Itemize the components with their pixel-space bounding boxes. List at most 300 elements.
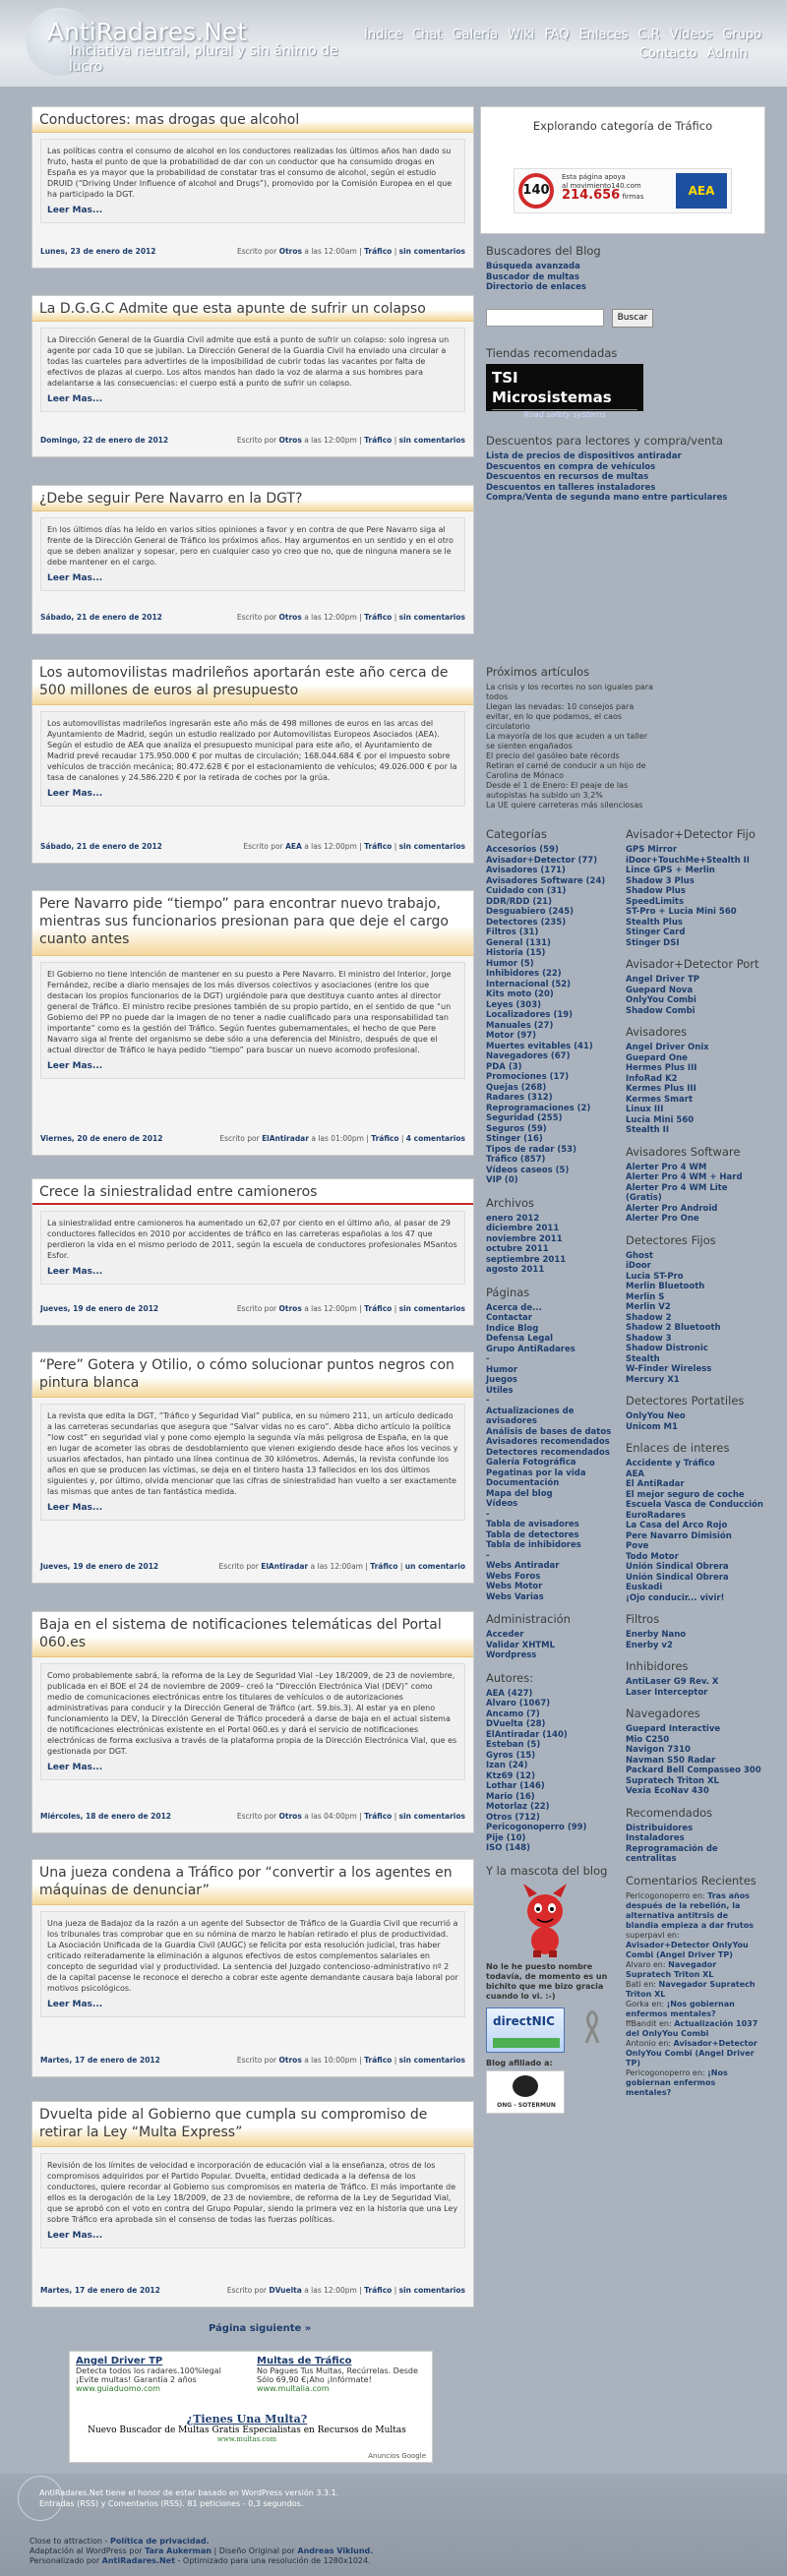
category-link[interactable]: Promociones (17) [486, 1072, 570, 1082]
author-link[interactable]: Mario (16) [486, 1791, 535, 1802]
post [31, 659, 474, 864]
post-title[interactable]: Conductores: mas drogas que alcohol [32, 107, 473, 133]
product-link[interactable]: Alerter Pro Android [626, 1203, 718, 1214]
author-link[interactable]: Ancamo (7) [486, 1708, 540, 1719]
comment-post-link[interactable]: Tras años después de la rebelión, la alternativa antitrsis de blandia empieza a dar frutos [626, 1890, 754, 1930]
credit-link[interactable]: AntiRadares.Net [101, 2556, 175, 2565]
product-link[interactable]: Stinger Card [626, 928, 686, 937]
page-link[interactable]: Humor [486, 1364, 518, 1375]
section-title: Enlaces de interes [626, 1441, 730, 1455]
product-link[interactable]: InfoRad K2 [626, 1073, 678, 1084]
category-link[interactable]: Inhibidores (22) [486, 969, 562, 979]
section-title: Y la mascota del blog [486, 1863, 608, 1878]
product-link[interactable]: Navman S50 Radar [626, 1755, 716, 1766]
category-link[interactable]: Reprogramaciones (2) [486, 1103, 591, 1113]
page-separator: - [486, 1354, 490, 1364]
category-link[interactable]: Tipos de radar (53) [486, 1144, 576, 1155]
page-link[interactable]: Tabla de inhibidores [486, 1540, 581, 1550]
post-title[interactable]: Una jueza condena a Tráfico por “convertir a los agentes en máquinas de denunciar” [32, 1860, 473, 1905]
category-link[interactable]: Accesorios (59) [486, 845, 559, 855]
ad-url[interactable]: www.multalia.com [257, 2384, 330, 2393]
credit-link[interactable]: Tara Aukerman [145, 2546, 212, 2555]
page-link[interactable]: Pegatinas por la vida [486, 1468, 586, 1478]
post-comments[interactable]: sin comentarios [398, 842, 465, 851]
product-link[interactable]: iDoor+TouchMe+Stealth II [626, 855, 750, 866]
author-link[interactable]: Esteban (5) [486, 1740, 541, 1750]
category-link[interactable]: Quejas (268) [486, 1082, 547, 1093]
nav-cr[interactable]: C.R [637, 28, 660, 42]
post-category[interactable]: Tráfico [370, 1562, 398, 1571]
post-category[interactable]: Tráfico [364, 613, 393, 622]
product-link[interactable]: Guepard Nova [626, 985, 694, 995]
post-author[interactable]: Otros [278, 247, 302, 256]
read-more-link[interactable]: Leer Mas... [47, 394, 103, 404]
product-link[interactable]: SpeedLimits [626, 896, 685, 907]
page-link[interactable]: Webs Antiradar [486, 1561, 560, 1571]
post-category[interactable]: Tráfico [364, 2286, 393, 2295]
product-link[interactable]: Vexia EcoNav 430 [626, 1786, 709, 1796]
post-date: Sábado, 21 de enero de 2012 [40, 613, 162, 622]
ad-title[interactable]: Multas de Tráfico [257, 2356, 352, 2366]
written-by-label: Escrito por [243, 842, 283, 851]
page-link[interactable]: Defensa Legal [486, 1334, 554, 1344]
comment-post-link[interactable]: Avisador+Detector OnlyYou Combi (Angel Driver TP) [626, 2038, 757, 2067]
page-link[interactable]: Detectores recomendados [486, 1447, 610, 1458]
credit-text: Close to attraction - [30, 2537, 108, 2546]
product-link[interactable]: GPS Mirror [626, 845, 678, 855]
nav-faq[interactable]: FAQ [544, 28, 570, 42]
product-link[interactable]: iDoor [626, 1261, 651, 1271]
credit-text: Adaptación al WordPress por [30, 2546, 143, 2555]
product-link[interactable]: Shadow Combi [626, 1005, 696, 1016]
post-category[interactable]: Tráfico [364, 2056, 393, 2065]
category-link[interactable]: Avisadores (171) [486, 866, 566, 875]
comment-post-link[interactable]: Avisador+Detector OnlyYou Combi (Angel Driver TP) [626, 1940, 749, 1959]
product-link[interactable]: Lucia ST-Pro [626, 1271, 684, 1282]
post-author[interactable]: Otros [278, 1304, 302, 1313]
category-link[interactable]: General (131) [486, 937, 551, 948]
comment-post-link[interactable]: Navegador Supratech Triton XL [626, 1959, 717, 1979]
category-link[interactable]: Seguridad (255) [486, 1113, 563, 1123]
category-link[interactable]: Navegadores (67) [486, 1051, 571, 1061]
nav-wiki[interactable]: Wiki [508, 28, 535, 42]
comment-author: ffBandit en: [626, 2018, 672, 2028]
nav-indice[interactable]: Índice [364, 28, 403, 42]
interest-link[interactable]: ¡Ojo conducir... vivir! [626, 1592, 725, 1603]
category-link[interactable]: Leyes (303) [486, 999, 542, 1010]
product-link[interactable]: Shadow Distronic [626, 1344, 708, 1353]
product-link[interactable]: Lucia Mini 560 [626, 1114, 695, 1125]
product-link[interactable]: Merlin Bluetooth [626, 1282, 705, 1291]
upcoming-item: El precio del gasóleo bate récords [486, 751, 620, 760]
next-page-link[interactable]: Página siguiente » [209, 2323, 312, 2334]
author-link[interactable]: Pije (10) [486, 1832, 526, 1843]
category-link[interactable]: Historia (15) [486, 948, 546, 958]
page-link[interactable]: Avisadores recomendados [486, 1437, 610, 1447]
product-link[interactable]: Shadow Plus [626, 886, 686, 896]
interest-link[interactable]: Pere Navarro Dimisión [626, 1530, 732, 1541]
author-link[interactable]: ElAntiradar (140) [486, 1729, 568, 1740]
section-title: Detectores Fijos [626, 1232, 716, 1247]
product-link[interactable]: Lince GPS + Merlin [626, 866, 715, 875]
upcoming-item: La crisis y los recortes no son iguales para todos [486, 683, 653, 701]
category-link[interactable]: Cuidado con (31) [486, 886, 567, 896]
product-link[interactable]: Alerter Pro 4 WM + Hard [626, 1172, 743, 1182]
privacy-link[interactable]: Política de privacidad. [109, 2537, 210, 2546]
product-link[interactable]: Merlin S [626, 1291, 665, 1302]
post-title[interactable]: ¿Debe seguir Pere Navarro en la DGT? [32, 486, 473, 511]
product-link[interactable]: Alerter Pro 4 WM [626, 1162, 707, 1172]
sidebar-link[interactable]: Descuentos en talleres instaladores [486, 482, 656, 493]
product-link[interactable]: Angel Driver Onix [626, 1043, 709, 1052]
interest-link[interactable]: Pove [626, 1541, 649, 1551]
interest-link[interactable]: AEA [626, 1468, 644, 1479]
directnic-badge[interactable] [486, 2007, 565, 2053]
affiliate-label: Blog afiliado a: [486, 2058, 553, 2067]
post-title[interactable]: Crece la siniestralidad entre camioneros [32, 1179, 473, 1205]
written-by-label: Escrito por [236, 1304, 277, 1313]
post-comments[interactable]: sin comentarios [398, 1304, 465, 1313]
post-author[interactable]: DVuelta [269, 2286, 302, 2295]
post-body [40, 962, 465, 1079]
category-link[interactable]: Localizadores (19) [486, 1010, 574, 1020]
written-by-label: Escrito por [236, 436, 277, 445]
post-comments[interactable]: sin comentarios [398, 1812, 465, 1821]
post-author[interactable]: Otros [278, 436, 302, 445]
comment-author: Pericogonoperro en: [626, 2067, 705, 2077]
post-comments[interactable]: sin comentarios [398, 436, 465, 445]
recommended-link[interactable]: Distribuidores [626, 1823, 694, 1833]
page-link[interactable]: Tabla de avisadores [486, 1520, 579, 1529]
author-link[interactable]: Ktz69 (12) [486, 1770, 535, 1781]
product-link[interactable]: OnlyYou Neo [626, 1411, 686, 1421]
nav-admin[interactable]: Admin [706, 46, 748, 61]
post-author[interactable]: AEA [285, 842, 302, 851]
admin-link[interactable]: Wordpress [486, 1650, 537, 1660]
product-link[interactable]: Alerter Pro 4 WM Lite (Gratis) [626, 1182, 728, 1203]
interest-link[interactable]: Todo Motor [626, 1551, 679, 1562]
page-link[interactable]: Tabla de detectores [486, 1529, 579, 1540]
product-link[interactable]: Ghost [626, 1250, 653, 1261]
author-link[interactable]: Pericogonoperro (99) [486, 1823, 587, 1832]
ads-by-google[interactable]: Anuncios Google [368, 2452, 426, 2460]
page-link[interactable]: Grupo AntiRadares [486, 1344, 575, 1354]
search-input[interactable] [486, 309, 604, 327]
section-title: Archivos [486, 1195, 534, 1210]
post-comments[interactable]: 4 comentarios [405, 1134, 465, 1143]
section-title: Administración [486, 1612, 571, 1626]
interest-link[interactable]: La Casa del Arco Rojo [626, 1521, 728, 1530]
right-sidebar-column [626, 827, 763, 2098]
post-category[interactable]: Tráfico [364, 1812, 393, 1821]
search-button[interactable]: Buscar [612, 309, 653, 328]
read-more-link[interactable]: Leer Mas... [47, 2231, 103, 2241]
interest-link[interactable]: Unión Sindical Obrera [626, 1562, 729, 1572]
product-link[interactable]: Merlin V2 [626, 1302, 671, 1312]
category-link[interactable]: PDA (3) [486, 1061, 522, 1072]
admin-link[interactable]: Validar XHTML [486, 1640, 555, 1650]
ad-unit[interactable] [70, 2413, 424, 2443]
tsi-banner[interactable] [486, 364, 643, 419]
exploring-category: Explorando categoría de Tráfico [532, 119, 713, 133]
post-title[interactable]: Los automovilistas madrileños aportarán este año cerca de 500 millones de euros al presupuesto [32, 660, 473, 705]
sidebar-link[interactable]: Descuentos en compra de vehículos [486, 461, 656, 472]
post-meta: Martes, 17 de enero de 2012 Escrito por Otros a las 10:00pm | Tráfico | sin comentarios [40, 2056, 465, 2065]
recent-comment [626, 1931, 763, 1960]
product-link[interactable]: Stealth II [626, 1125, 669, 1135]
page-link[interactable]: Webs Varias [486, 1591, 544, 1602]
interest-link[interactable]: El mejor seguro de coche [626, 1489, 745, 1500]
product-link[interactable]: Linux III [626, 1105, 664, 1114]
category-link[interactable]: DDR/RDD (21) [486, 896, 552, 907]
category-link[interactable]: Seguros (59) [486, 1123, 547, 1134]
written-by-label: Escrito por [218, 1562, 259, 1571]
category-link[interactable]: Detectores (235) [486, 917, 567, 928]
upcoming-item: Desde el 1 de Enero: El peaje de las autopistas ha subido un 3,2% [486, 781, 629, 800]
read-more-link[interactable]: Leer Mas... [47, 1061, 103, 1071]
product-link[interactable]: Stealth [626, 1353, 660, 1364]
speed-limit-sign-icon: 140 [518, 173, 554, 209]
post-category[interactable]: Tráfico [364, 247, 393, 256]
archive-link[interactable]: enero 2012 [486, 1213, 540, 1224]
post-author[interactable]: Otros [278, 1812, 302, 1821]
archive-link[interactable]: diciembre 2011 [486, 1224, 560, 1233]
ad-url[interactable]: www.multas.com [216, 2435, 277, 2443]
product-link[interactable]: Stealth Plus [626, 917, 683, 928]
comment-post-link[interactable]: ¡Nos gobiernan enfermos mentales? [626, 2067, 728, 2097]
author-link[interactable]: Alvaro (1067) [486, 1699, 551, 1708]
category-link[interactable]: Avisador+Detector (77) [486, 855, 598, 866]
sidebar-link[interactable]: Compra/Venta de segunda mano entre particulares [486, 493, 728, 503]
product-link[interactable]: Kermes Smart [626, 1094, 694, 1105]
recommended-link[interactable]: Reprogramación de centralitas [626, 1843, 718, 1864]
petition-text [562, 173, 643, 202]
top-nav [354, 26, 762, 63]
author-link[interactable]: DVuelta (28) [486, 1719, 546, 1729]
post-category[interactable]: Tráfico [364, 842, 393, 851]
page-link[interactable]: Juegos [486, 1375, 517, 1385]
interest-link[interactable]: EuroRadares [626, 1510, 687, 1521]
page-link[interactable]: Webs Foros [486, 1571, 541, 1582]
written-by-label: Escrito por [219, 1134, 260, 1143]
category-link[interactable]: Desguabiero (245) [486, 907, 575, 917]
category-link[interactable]: Motor (97) [486, 1031, 536, 1041]
ad-unit[interactable] [257, 2356, 424, 2393]
category-link[interactable]: Tráfico (857) [486, 1155, 546, 1165]
product-link[interactable]: Angel Driver TP [626, 975, 699, 985]
page-link[interactable]: Vídeos [486, 1499, 518, 1509]
category-link[interactable]: Radares (312) [486, 1093, 553, 1103]
footer-info [39, 2487, 338, 2509]
category-link[interactable]: Manuales (27) [486, 1020, 554, 1031]
post-body [40, 1211, 465, 1285]
post [31, 1351, 474, 1584]
sidebar-link[interactable]: Lista de precios de dispositivos antiradar [486, 451, 682, 461]
read-more-link[interactable]: Leer Mas... [47, 573, 103, 583]
nav-chat[interactable]: Chat [412, 28, 443, 42]
comment-post-link[interactable]: Actualización 1037 del OnlyYou Combi [626, 2018, 758, 2038]
product-link[interactable]: Laser Interceptor [626, 1687, 708, 1698]
comment-author: Antonio en: [626, 2038, 671, 2048]
post-author[interactable]: Otros [278, 2056, 302, 2065]
site-title[interactable]: AntiRadares.Net [47, 18, 247, 46]
author-link[interactable]: Gyros (15) [486, 1750, 536, 1761]
post-comments[interactable]: sin comentarios [398, 2286, 465, 2295]
upcoming-item: La mayoría de los que acuden a un taller se sienten engañados [486, 732, 647, 750]
post-title[interactable]: La D.G.G.C Admite que esta apunte de sufrir un colapso [32, 296, 473, 322]
post-body [40, 517, 465, 591]
category-link[interactable]: Kits moto (20) [486, 989, 554, 999]
product-link[interactable]: Packard Bell Compasseo 300 [626, 1766, 761, 1775]
read-more-link[interactable]: Leer Mas... [47, 1763, 103, 1772]
comment-post-link[interactable]: ¡Nos gobiernan enfermos mentales? [626, 1999, 735, 2018]
archive-link[interactable]: agosto 2011 [486, 1265, 545, 1275]
post-date: Martes, 17 de enero de 2012 [40, 2056, 160, 2065]
page-link[interactable]: Actualizaciones de avisadores [486, 1406, 575, 1426]
recent-comment [626, 1980, 763, 2000]
petition-count: 214.656 [562, 188, 621, 203]
nav-grupo[interactable]: Grupo [722, 28, 762, 42]
post-title[interactable]: “Pere” Gotera y Otilio, o cómo solucionar puntos negros con pintura blanca [32, 1352, 473, 1398]
post-author[interactable]: Otros [278, 613, 302, 622]
ad-title[interactable]: ¿Tienes Una Multa? [186, 2413, 308, 2426]
category-link[interactable]: Humor (5) [486, 958, 534, 969]
author-link[interactable]: Izan (24) [486, 1761, 528, 1770]
interest-link[interactable]: El AntiRadar [626, 1479, 685, 1489]
read-more-link[interactable]: Leer Mas... [47, 2000, 103, 2009]
category-link[interactable]: Internacional (52) [486, 979, 572, 989]
post-title[interactable]: Baja en el sistema de notificaciones telemáticas del Portal 060.es [32, 1612, 473, 1657]
page-link[interactable]: Mapa del blog [486, 1488, 553, 1499]
post-category[interactable]: Tráfico [364, 436, 393, 445]
post-category[interactable]: Tráfico [364, 1304, 393, 1313]
product-link[interactable]: Enerby Nano [626, 1630, 687, 1640]
archive-link[interactable]: septiembre 2011 [486, 1254, 567, 1265]
ad-unit[interactable] [76, 2356, 243, 2393]
nav-enlaces[interactable]: Enlaces [578, 28, 629, 42]
post-title[interactable]: Dvuelta pide al Gobierno que cumpla su compromiso de retirar la Ley “Multa Express” [32, 2102, 473, 2147]
credit-text: - Optimizado para una resolución de 1280x1024. [177, 2556, 371, 2565]
google-ads-block [69, 2351, 433, 2463]
post-comments[interactable]: sin comentarios [398, 247, 465, 256]
post-author[interactable]: ElAntiradar [262, 1134, 309, 1143]
page-link[interactable]: Webs Motor [486, 1582, 543, 1591]
sidebar-link[interactable]: Búsqueda avanzada [486, 262, 580, 271]
ad-title[interactable]: Angel Driver TP [76, 2356, 163, 2366]
product-link[interactable]: Guepard One [626, 1052, 688, 1063]
post-title[interactable]: Pere Navarro pide “tiempo” para encontrar nuevo trabajo, mientras sus funcionarios presionan para que deje el cargo cuanto antes [32, 891, 473, 956]
category-link[interactable]: Filtros (31) [486, 928, 539, 937]
post-comments[interactable]: sin comentarios [398, 613, 465, 622]
product-link[interactable]: Supratech Triton XL [626, 1775, 719, 1786]
page-link[interactable]: Contactar [486, 1313, 532, 1323]
petition-line-2: al movimiento140.com [562, 182, 641, 190]
product-link[interactable]: Guepard Interactive [626, 1724, 721, 1734]
interest-link[interactable]: Unión Sindical Obrera Euskadi [626, 1572, 729, 1592]
product-link[interactable]: Shadow 3 Plus [626, 875, 695, 886]
sidebar-link[interactable]: Descuentos en recursos de multas [486, 472, 649, 482]
admin-link[interactable]: Acceder [486, 1630, 524, 1640]
comment-post-link[interactable]: Navegador Supratech Triton XL [626, 1979, 756, 1999]
post-body [40, 1404, 465, 1521]
ad-text: Nuevo Buscador de Multas Gratis Especialistas en Recursos de Multas [88, 2426, 406, 2435]
recommended-link[interactable]: Instaladores [626, 1833, 685, 1843]
product-link[interactable]: Hermes Plus III [626, 1063, 697, 1073]
page-separator: - [486, 1509, 490, 1520]
category-link[interactable]: Vídeos caseos (5) [486, 1165, 570, 1175]
page-separator: - [486, 1550, 490, 1561]
read-more-link[interactable]: Leer Mas... [47, 789, 103, 799]
product-link[interactable]: Alerter Pro One [626, 1214, 699, 1224]
product-link[interactable]: Kermes Plus III [626, 1084, 696, 1094]
product-link[interactable]: Shadow 2 [626, 1312, 672, 1323]
read-more-link[interactable]: Leer Mas... [47, 1503, 103, 1513]
read-more-link[interactable]: Leer Mas... [47, 1267, 103, 1277]
category-link[interactable]: Muertes evitables (41) [486, 1041, 593, 1051]
product-link[interactable]: Unicom M1 [626, 1421, 678, 1432]
interest-link[interactable]: Escuela Vasca de Conducción [626, 1500, 763, 1510]
author-link[interactable]: Otros (712) [486, 1812, 540, 1823]
author-link[interactable]: Lothar (146) [486, 1781, 545, 1791]
product-link[interactable]: Enerby v2 [626, 1640, 673, 1650]
archive-link[interactable]: noviembre 2011 [486, 1233, 563, 1244]
page-link[interactable]: Galería Fotográfica [486, 1458, 576, 1468]
product-link[interactable]: W-Finder Wireless [626, 1364, 712, 1374]
page-link[interactable]: Utiles [486, 1385, 514, 1396]
post-category[interactable]: Tráfico [371, 1134, 399, 1143]
nav-contacto[interactable]: Contacto [639, 46, 697, 61]
post-comments[interactable]: un comentario [404, 1562, 465, 1571]
product-link[interactable]: AntiLaser G9 Rev. X [626, 1677, 719, 1687]
product-link[interactable]: Shadow 3 [626, 1333, 672, 1344]
product-link[interactable]: ST-Pro + Lucia Mini 560 [626, 907, 737, 917]
page-link[interactable]: Indice Blog [486, 1323, 539, 1334]
post-author[interactable]: ElAntiradar [261, 1562, 309, 1571]
recent-comment [626, 2039, 763, 2068]
category-link[interactable]: Stinger (16) [486, 1134, 543, 1144]
post-comments[interactable]: sin comentarios [398, 2056, 465, 2065]
sidebar-link[interactable]: Directorio de enlaces [486, 282, 586, 292]
product-link[interactable]: Mio C250 [626, 1734, 670, 1745]
author-link[interactable]: ISO (148) [486, 1843, 530, 1853]
category-link[interactable]: Avisadores Software (24) [486, 875, 606, 886]
post-text: La revista que edita la DGT, “Tráfico y Seguridad Vial” publica, en su número 211, un artículo dedicado a las carreteras secundarias que asegura que “Salvar vidas no es caro”. Abba dicho artículo la política “low cost” en seguridad vial y pone como ejemplo la segunda vía más peligrosa de España, en la que en lugar de acometer las obras de desdoblamiento que vienen exigiendo desde hace años los vecinos y usuarios afectados, han pintado una línea continua de 30 kilómetros. Además, la revista confunde los años en que se producen las víctimas, se deja en el tintero hasta 13 fallecidos en los dos últimos siguientes y, por último, olvida mencionar que las cifras de siniestralidad han vuelto a ser exactamente las mismas que antes de tan fantástica medida. [47, 1411, 458, 1496]
product-link[interactable]: Mercury X1 [626, 1374, 680, 1385]
product-link[interactable]: Shadow 2 Bluetooth [626, 1323, 721, 1333]
category-link[interactable]: VIP (0) [486, 1175, 518, 1185]
nav-videos[interactable]: Vídeos [669, 28, 713, 42]
petition-banner[interactable] [514, 168, 732, 213]
credit-link[interactable]: Andreas Viklund. [297, 2546, 374, 2555]
product-link[interactable]: OnlyYou Combi [626, 995, 696, 1005]
author-link[interactable]: AEA (427) [486, 1688, 533, 1699]
product-link[interactable]: Navigon 7310 [626, 1745, 691, 1755]
interest-link[interactable]: Accidente y Tráfico [626, 1459, 715, 1468]
sidebar-link[interactable]: Buscador de multas [486, 271, 579, 282]
author-link[interactable]: Motorlaz (22) [486, 1802, 550, 1812]
ad-url[interactable]: www.guiaduomo.com [76, 2384, 160, 2393]
page-link[interactable]: Acerca de... [486, 1302, 542, 1313]
page-link[interactable]: Análisis de bases de datos [486, 1426, 612, 1437]
post-meta: Domingo, 22 de enero de 2012 Escrito por Otros a las 12:00pm | Tráfico | sin comentarios [40, 436, 465, 445]
tsi-subtitle: Road safety systems [492, 409, 637, 419]
archive-link[interactable]: octubre 2011 [486, 1244, 549, 1254]
nav-galeria[interactable]: Galería [452, 28, 499, 42]
ong-sotermun-logo[interactable] [486, 2070, 565, 2114]
page-link[interactable]: Documentación [486, 1478, 560, 1488]
read-more-link[interactable]: Leer Mas... [47, 206, 103, 215]
product-link[interactable]: Stinger DSI [626, 937, 680, 948]
